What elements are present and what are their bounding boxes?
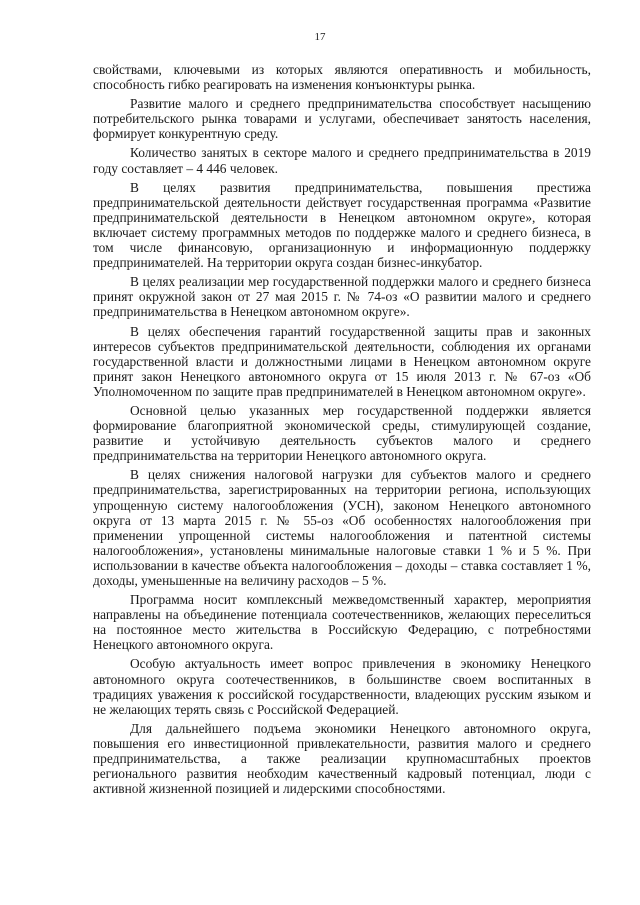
paragraph-6: В целях обеспечения гарантий государственной защиты прав и законных интересов субъектов предпринимательской деятельности, соблюдения их органами государственной власти и должностными лицами в Ненецком автономном округе принят закон Ненецкого автономного округа от 15 июля 2013 г. № 67-оз «Об Уполномоченном по защите прав предпринимателей в Ненецком автономном округе». bbox=[93, 323, 591, 399]
paragraph-11: Для дальнейшего подъема экономики Ненецкого автономного округа, повышения его инвестиционной привлекательности, развития малого и среднего предпринимательства, а также реализации крупномасштабных проектов регионального развития необходим качественный кадровый потенциал, люди с активной жизненной позицией и лидерскими способностями. bbox=[93, 720, 591, 797]
document-body bbox=[93, 62, 591, 800]
page-number: 17 bbox=[314, 31, 326, 43]
paragraph-2: Развитие малого и среднего предпринимательства способствует насыщению потребительского рынка товарами и услугами, обеспечивает занятость населения, формирует конкурентную среду. bbox=[93, 96, 591, 142]
paragraph-7: Основной целью указанных мер государственной поддержки является формирование благоприятной экономической среды, стимулирующей создание, развитие и устойчивую деятельность субъектов малого и среднего предпринимательства на территории Ненецкого автономного округа. bbox=[93, 402, 591, 464]
paragraph-10: Особую актуальность имеет вопрос привлечения в экономику Ненецкого автономного округа соотечественников, в большинстве своем воспитанных в традициях уважения к российской государственности, владеющих русским языком и не желающих терять связь с Российской Федерацией. bbox=[93, 656, 591, 717]
paragraph-3: Количество занятых в секторе малого и среднего предпринимательства в 2019 году составляет – 4 446 человек. bbox=[93, 145, 591, 176]
paragraph-4: В целях развития предпринимательства, повышения престижа предпринимательской деятельности действует государственная программа «Развитие предпринимательской деятельности в Ненецком автономном округе», которая включает систему программных методов по поддержке малого и среднего бизнеса, в том числе финансовую, организационную и информационную поддержку предпринимателей. На территории округа создан бизнес-инкубатор. bbox=[93, 179, 591, 271]
paragraph-9: Программа носит комплексный межведомственный характер, мероприятия направлены на объединение потенциала соотечественников, желающих переселиться на постоянное место жительства в Российскую Федерацию, с потребностями Ненецкого автономного округа. bbox=[93, 592, 591, 653]
paragraph-5: В целях реализации мер государственной поддержки малого и среднего бизнеса принят окружной закон от 27 мая 2015 г. № 74-оз «О развитии малого и среднего предпринимательства в Ненецком автономном округе». bbox=[93, 274, 591, 320]
paragraph-8: В целях снижения налоговой нагрузки для субъектов малого и среднего предпринимательства, зарегистрированных на территории региона, использующих упрощенную систему налогообложения (УСН), законом Ненецкого автономного округа от 13 марта 2015 г. № 55-оз «Об особенностях налогообложения при применении упрощенной системы налогообложения и патентной системы налогообложения», установлены минимальные налоговые ставки 1 % и 5 %. При использовании в качестве объекта налогообложения – доходы – ставка составляет 1 %, доходы, уменьшенные на величину расходов – 5 %. bbox=[93, 467, 591, 588]
paragraph-1: свойствами, ключевыми из которых являются оперативность и мобильность, способность гибко реагировать на изменения конъюнктуры рынка. bbox=[93, 62, 591, 93]
